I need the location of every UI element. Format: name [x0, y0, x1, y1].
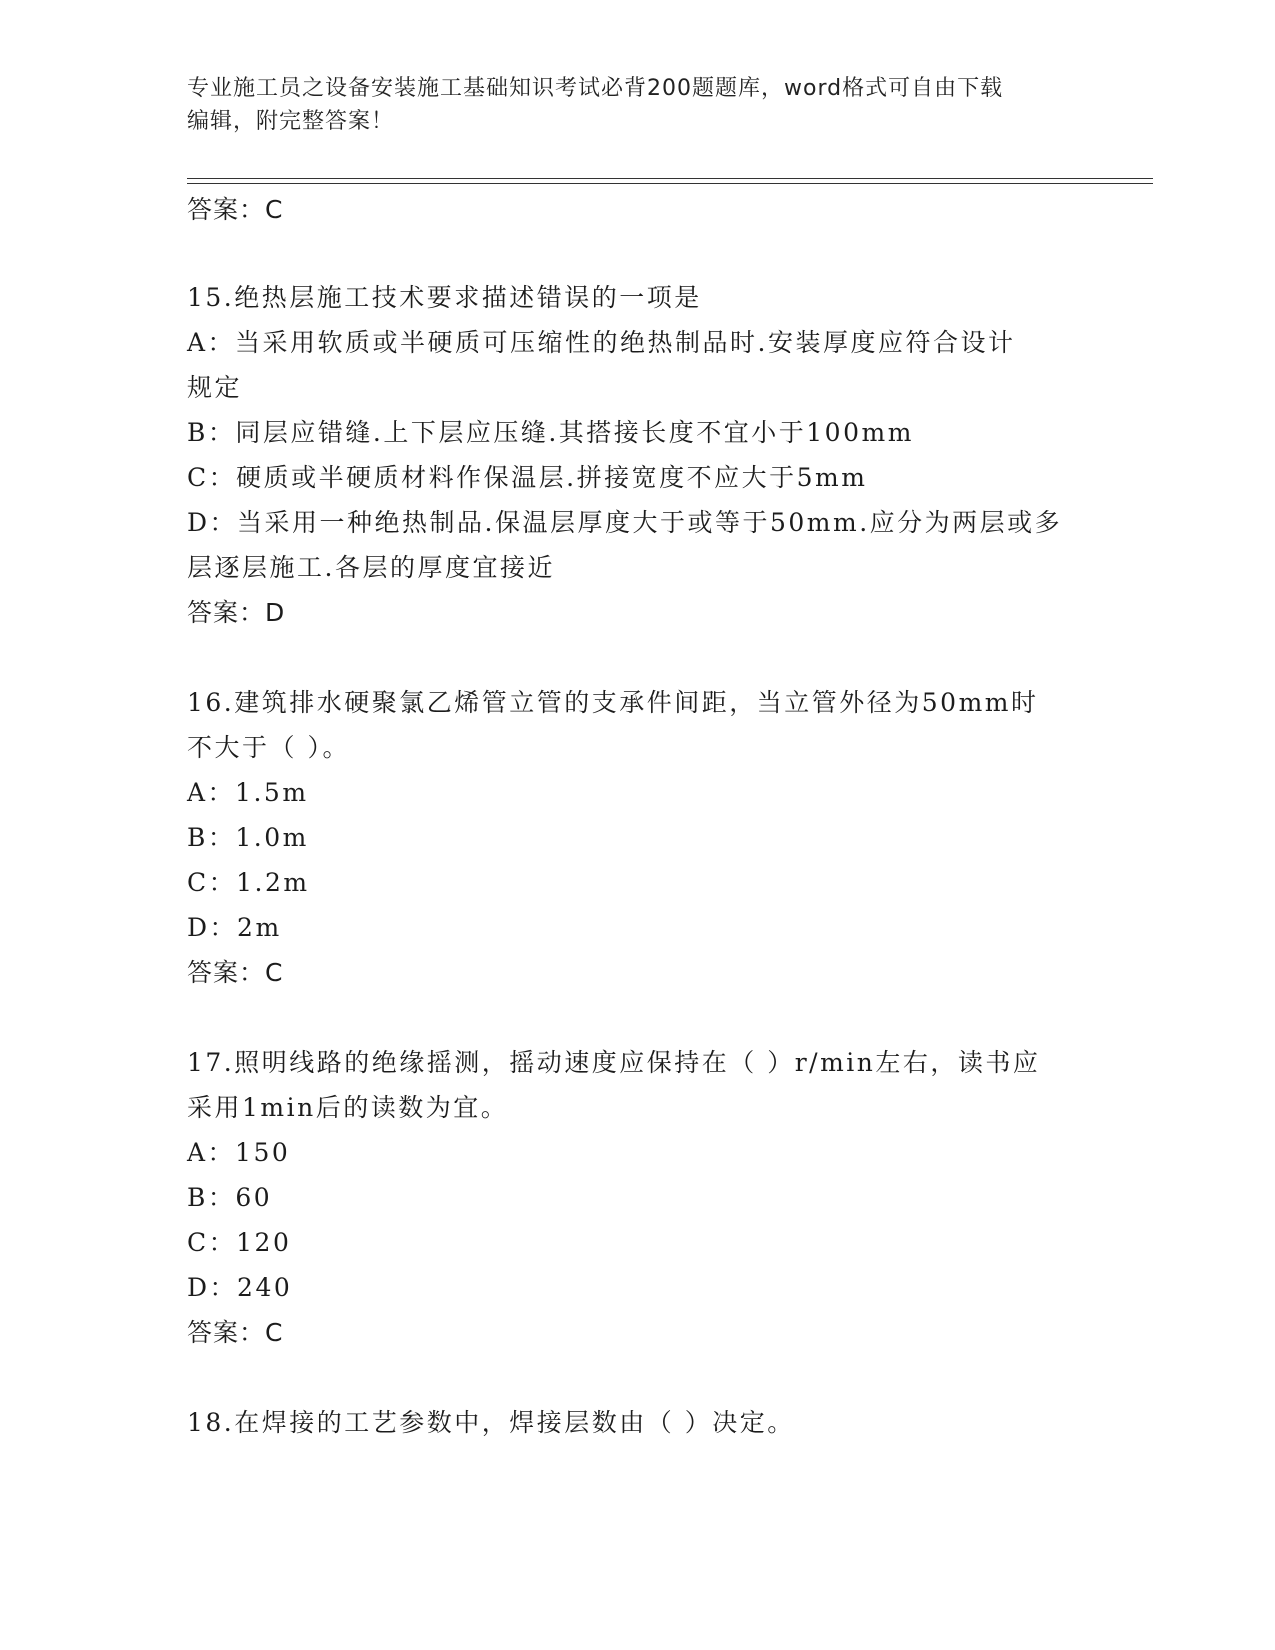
q18-stem: 18.在焊接的工艺参数中，焊接层数由（ ）决定。 [187, 1408, 795, 1437]
q16-option-b: B：1.0m [187, 823, 309, 852]
q17-option-c: C：120 [187, 1228, 292, 1257]
q17-option-b: B：60 [187, 1183, 273, 1212]
q16-option-d: D：2m [187, 913, 282, 942]
q15-stem: 15.绝热层施工技术要求描述错误的一项是 [187, 283, 702, 312]
document-header [187, 72, 1067, 138]
q15-option-d-line1: D：当采用一种绝热制品.保温层厚度大于或等于50mm.应分为两层或多 [187, 508, 1063, 537]
q17-option-d: D：240 [187, 1273, 293, 1302]
header-line-2: 编辑，附完整答案！ [187, 109, 395, 134]
q15-option-a-line2: 规定 [187, 373, 243, 402]
q16-answer: 答案：C [187, 958, 284, 987]
q15-option-d-line2: 层逐层施工.各层的厚度宜接近 [187, 553, 555, 582]
header-rule-top [187, 178, 1153, 179]
q17-stem-line2: 采用1min后的读数为宜。 [187, 1093, 509, 1122]
q15-option-b: B：同层应错缝.上下层应压缝.其搭接长度不宜小于100mm [187, 418, 914, 447]
q16-option-c: C：1.2m [187, 868, 310, 897]
q16-option-a: A：1.5m [187, 778, 309, 807]
answer-prev: 答案：C [187, 195, 284, 224]
header-rule-bottom [187, 183, 1153, 184]
q15-option-a-line1: A：当采用软质或半硬质可压缩性的绝热制品时.安装厚度应符合设计 [187, 328, 1016, 357]
header-line-1: 专业施工员之设备安装施工基础知识考试必背200题题库，word格式可自由下载 [187, 76, 1004, 101]
q17-option-a: A：150 [187, 1138, 291, 1167]
q17-stem-line1: 17.照明线路的绝缘摇测，摇动速度应保持在（ ）r/min左右，读书应 [187, 1048, 1041, 1077]
q15-option-c: C：硬质或半硬质材料作保温层.拼接宽度不应大于5mm [187, 463, 868, 492]
q16-stem-line2: 不大于（ ）。 [187, 733, 350, 762]
q17-answer: 答案：C [187, 1318, 284, 1347]
q16-stem-line1: 16.建筑排水硬聚氯乙烯管立管的支承件间距，当立管外径为50mm时 [187, 688, 1039, 717]
q15-answer: 答案：D [187, 598, 286, 627]
